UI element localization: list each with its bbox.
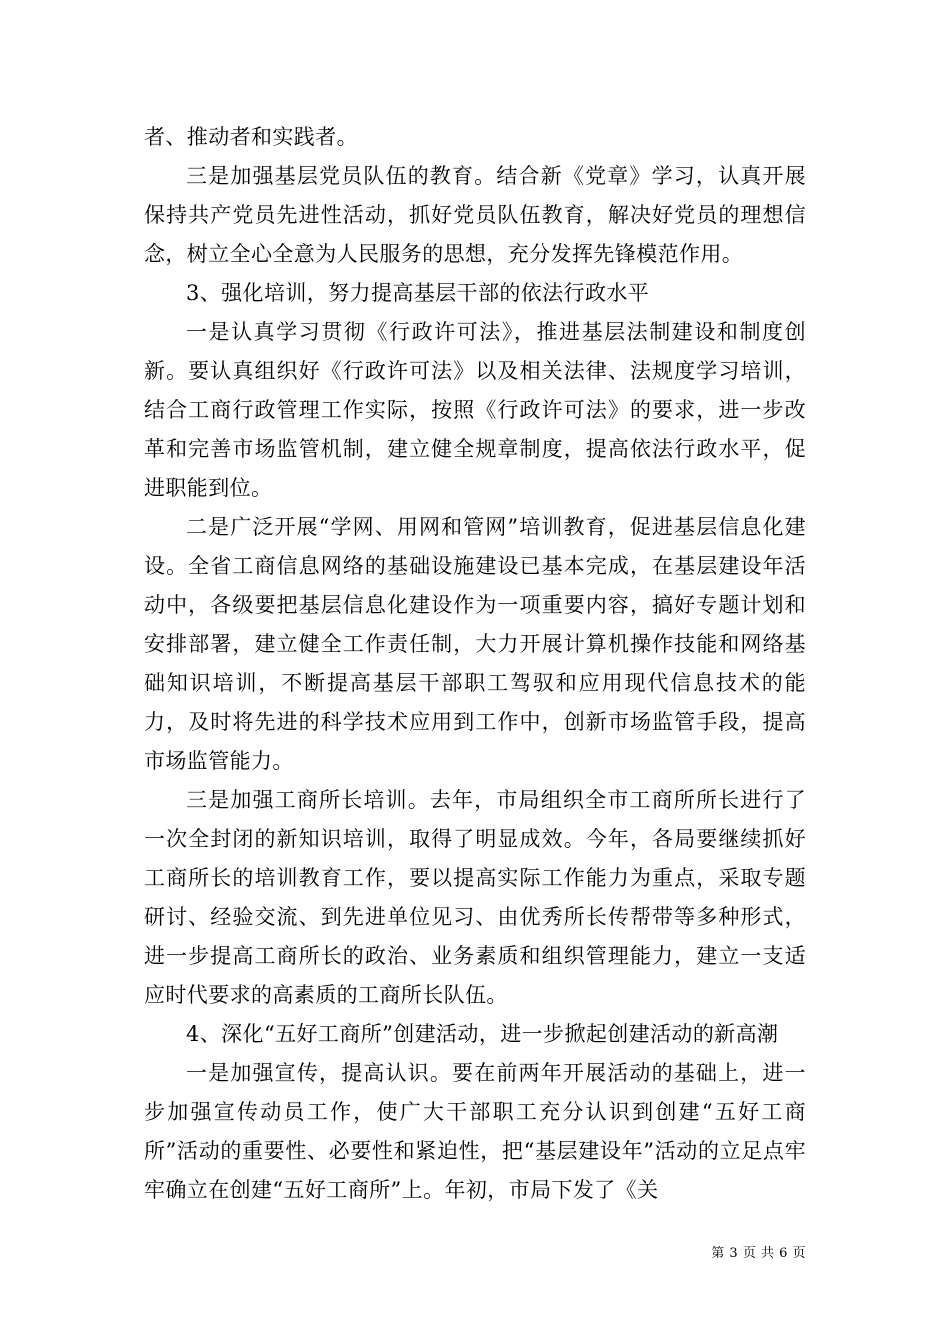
page-number-footer: 第 3 页 共 6 页 xyxy=(711,1246,806,1261)
section-heading-4: 4、深化“五好工商所”创建活动，进一步掀起创建活动的新高潮 xyxy=(186,1022,779,1046)
paragraph-2: 三是加强基层党员队伍的教育。结合新《党章》学习，认真开展保持共产党员先进性活动，抓好党员队伍教育，解决好党员的理想信念，树立全心全意为人民服务的思想，充分发挥先锋模范作用。 xyxy=(144,164,806,266)
paragraph-5: 二是广泛开展“学网、用网和管网”培训教育，促进基层信息化建设。全省工商信息网络的基础设施建设已基本完成，在基层建设年活动中，各级要把基层信息化建设作为一项重要内容，搞好专题计划和安排部署，建立健全工作责任制，大力开展计算机操作技能和网络基础知识培训，不断提高基层干部职工驾驭和应用现代信息技术的能力，及时将先进的科学技术应用到工作中，创新市场监管手段，提高市场监管能力。 xyxy=(144,515,806,773)
paragraph-6: 三是加强工商所长培训。去年，市局组织全市工商所所长进行了一次全封闭的新知识培训，取得了明显成效。今年，各局要继续抓好工商所长的培训教育工作，要以提高实际工作能力为重点，采取专题研讨、经验交流、到先进单位见习、由优秀所长传帮带等多种形式，进一步提高工商所长的政治、业务素质和组织管理能力，建立一支适应时代要求的高素质的工商所长队伍。 xyxy=(144,788,806,1007)
paragraph-8: 一是加强宣传，提高认识。要在前两年开展活动的基础上，进一步加强宣传动员工作，使广大干部职工充分认识到创建“五好工商所”活动的重要性、必要性和紧迫性，把“基层建设年”活动的立足点牢牢确立在创建“五好工商所”上。年初，市局下发了《关 xyxy=(144,1061,806,1202)
paragraph-4: 一是认真学习贯彻《行政许可法》，推进基层法制建设和制度创新。要认真组织好《行政许可法》以及相关法律、法规度学习培训，结合工商行政管理工作实际，按照《行政许可法》的要求，进一步改革和完善市场监管机制，建立健全规章制度，提高依法行政水平，促进职能到位。 xyxy=(144,320,806,500)
paragraph-1: 者、推动者和实践者。 xyxy=(144,125,358,149)
document-body xyxy=(144,118,806,1210)
section-heading-3: 3、强化培训，努力提高基层干部的依法行政水平 xyxy=(186,281,650,305)
